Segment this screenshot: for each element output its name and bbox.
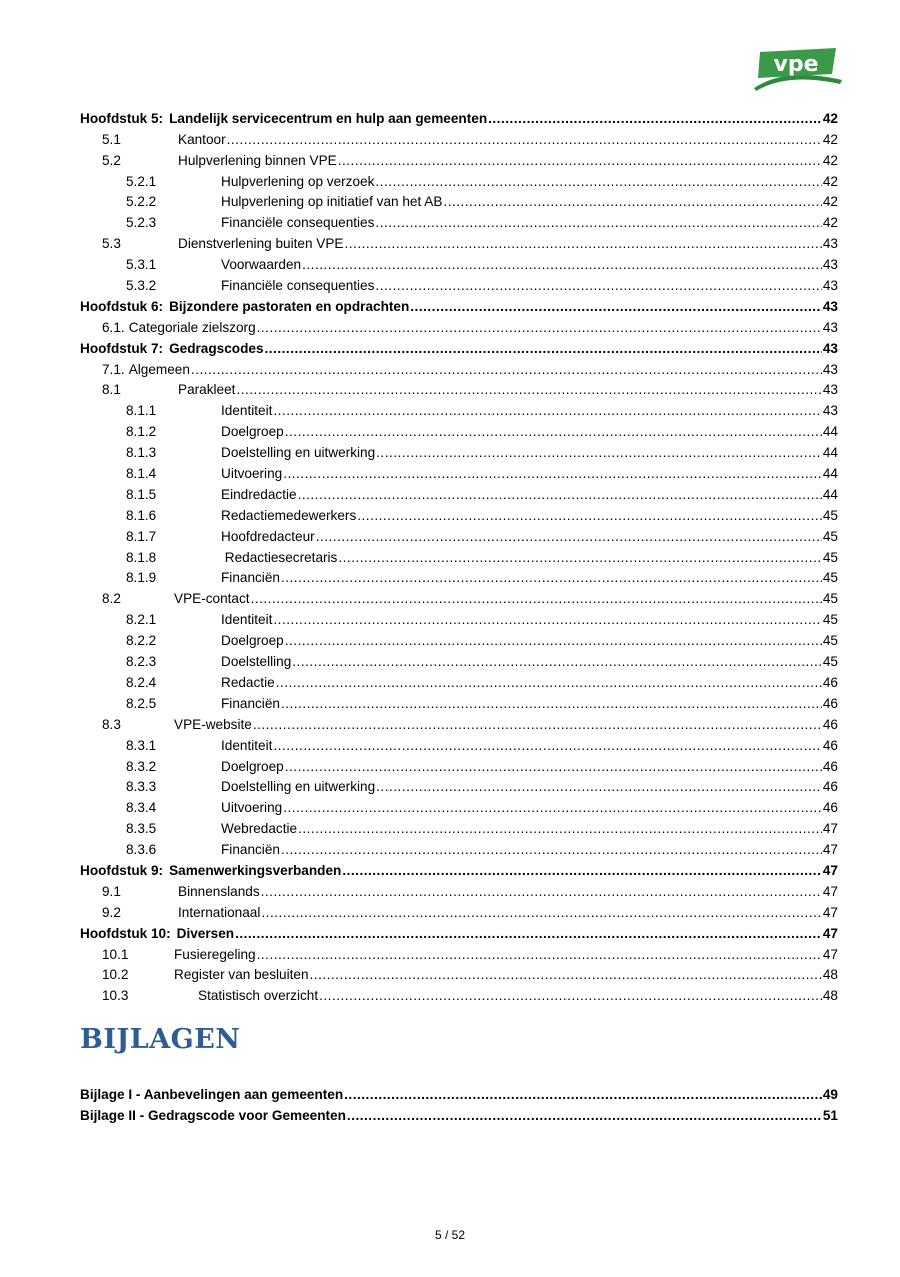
toc-leader-dots — [319, 987, 822, 1004]
toc-entry-title: Doelgroep — [221, 633, 284, 649]
toc-entry-title: Parakleet — [178, 382, 236, 398]
toc-entry[interactable] — [80, 942, 838, 963]
toc-entry-page: 45 — [822, 528, 838, 544]
toc-leader-dots — [261, 883, 822, 900]
toc-entry[interactable] — [80, 482, 838, 503]
toc-entry[interactable] — [80, 545, 838, 566]
toc-entry[interactable] — [80, 294, 838, 315]
toc-leader-dots — [265, 340, 822, 357]
toc-leader-dots — [273, 402, 821, 419]
toc-entry[interactable] — [80, 127, 838, 148]
toc-entry-number: 8.2.4 — [126, 674, 157, 690]
toc-entry-number: Hoofdstuk 7: — [80, 340, 164, 356]
toc-entry[interactable] — [80, 586, 838, 607]
toc-leader-dots — [488, 110, 822, 127]
toc-entry[interactable] — [80, 419, 838, 440]
toc-entry-page: 46 — [822, 695, 838, 711]
toc-entry-number: 8.3.1 — [126, 737, 157, 753]
toc-leader-dots — [338, 152, 822, 169]
toc-entry-title: VPE-contact — [174, 591, 250, 607]
toc-entry[interactable] — [80, 858, 838, 879]
toc-leader-dots — [236, 381, 821, 398]
toc-entry[interactable] — [80, 336, 838, 357]
toc-leader-dots — [376, 444, 822, 461]
toc-entry-page: 44 — [822, 466, 838, 482]
bijlage-entry[interactable] — [80, 1082, 838, 1103]
toc-entry-number: 8.2.5 — [126, 695, 157, 711]
toc-entry[interactable] — [80, 461, 838, 482]
toc-leader-dots — [257, 946, 822, 963]
toc-entry-title: Identiteit — [221, 403, 273, 419]
toc-entry-number: 5.2.1 — [126, 173, 157, 189]
toc-leader-dots — [375, 214, 821, 231]
toc-leader-dots — [357, 507, 822, 524]
toc-entry-number: Hoofdstuk 5: — [80, 110, 164, 126]
toc-entry-title: Identiteit — [221, 612, 273, 628]
toc-entry-page: 42 — [822, 173, 838, 189]
toc-entry-number: 8.2.3 — [126, 654, 157, 670]
toc-entry-page: 47 — [822, 842, 838, 858]
toc-entry-number: 5.3.1 — [126, 257, 157, 273]
toc-leader-dots — [298, 486, 822, 503]
toc-leader-dots — [253, 716, 822, 733]
toc-entry-page: 46 — [822, 779, 838, 795]
toc-leader-dots — [347, 1107, 822, 1124]
toc-leader-dots — [276, 674, 822, 691]
toc-leader-dots — [375, 173, 821, 190]
toc-entry[interactable] — [80, 106, 838, 127]
toc-entry[interactable] — [80, 357, 838, 378]
toc-entry-number: 8.3.3 — [126, 779, 157, 795]
toc-entry-title: Financiële consequenties — [221, 278, 375, 294]
toc-entry[interactable] — [80, 628, 838, 649]
bijlagen-heading: BIJLAGEN — [80, 1024, 241, 1055]
toc-leader-dots — [235, 925, 822, 942]
toc-entry-page: 45 — [822, 570, 838, 586]
bijlage-entry-page: 51 — [822, 1107, 838, 1123]
toc-entry-number: 8.2 — [102, 591, 121, 607]
toc-entry-title: Hulpverlening op verzoek — [221, 173, 375, 189]
toc-entry[interactable] — [80, 190, 838, 211]
toc-entry-number: 5.2.3 — [126, 215, 157, 231]
toc-entry-title: Doelgroep — [221, 758, 284, 774]
toc-entry-page: 42 — [822, 110, 838, 126]
toc-leader-dots — [281, 841, 822, 858]
toc-entry-title: Financiën — [221, 842, 280, 858]
toc-entry-number: 10.2 — [102, 967, 129, 983]
toc-entry-number: 8.3.2 — [126, 758, 157, 774]
toc-entry-number: Hoofdstuk 9: — [80, 862, 164, 878]
logo-text: vpe — [773, 52, 819, 77]
toc-entry[interactable] — [80, 566, 838, 587]
toc-entry[interactable] — [80, 963, 838, 984]
toc-leader-dots — [298, 820, 822, 837]
toc-entry-number: 8.1.3 — [126, 445, 157, 461]
toc-entry-number: 8.1.9 — [126, 570, 157, 586]
toc-entry-page: 46 — [822, 800, 838, 816]
toc-entry-page: 42 — [822, 131, 838, 147]
toc-entry[interactable] — [80, 900, 838, 921]
toc-entry[interactable] — [80, 273, 838, 294]
toc-entry-title: Kantoor — [178, 131, 226, 147]
toc-entry-title: VPE-website — [174, 716, 252, 732]
toc-entry-title: Samenwerkingsverbanden — [169, 862, 342, 878]
toc-entry[interactable] — [80, 524, 838, 545]
toc-entry-page: 45 — [822, 507, 838, 523]
toc-entry[interactable] — [80, 148, 838, 169]
toc-entry-number: 8.1 — [102, 382, 121, 398]
toc-entry-title: Identiteit — [221, 737, 273, 753]
toc-entry-title: Bijzondere pastoraten en opdrachten — [169, 298, 410, 314]
toc-entry-title: Dienstverlening buiten VPE — [178, 236, 344, 252]
toc-leader-dots — [375, 277, 821, 294]
toc-entry-title: Financiën — [221, 570, 280, 586]
toc-entry-title: Uitvoering — [221, 800, 283, 816]
toc-entry-number: 10.3 — [102, 988, 129, 1004]
toc-entry[interactable] — [80, 754, 838, 775]
toc-entry-number: 5.3 — [102, 236, 121, 252]
toc-entry-title: Voorwaarden — [221, 257, 302, 273]
toc-leader-dots — [410, 298, 822, 315]
toc-entry-title: Fusieregeling — [174, 946, 256, 962]
toc-entry-page: 45 — [822, 633, 838, 649]
bijlage-entry-title: Bijlage I - Aanbevelingen aan gemeenten — [80, 1086, 344, 1102]
toc-entry-title: Financiële consequenties — [221, 215, 375, 231]
toc-entry-page: 42 — [822, 215, 838, 231]
toc-entry-title: Algemeen — [128, 361, 190, 377]
toc-entry-number: Hoofdstuk 6: — [80, 298, 164, 314]
toc-entry-title: Doelstelling en uitwerking — [221, 445, 376, 461]
toc-leader-dots — [345, 235, 822, 252]
toc-leader-dots — [316, 528, 822, 545]
toc-entry-page: 43 — [822, 257, 838, 273]
toc-entry-title: Gedragscodes — [169, 340, 264, 356]
bijlage-entry-page: 49 — [822, 1086, 838, 1102]
toc-entry[interactable] — [80, 879, 838, 900]
toc-entry-page: 42 — [822, 194, 838, 210]
table-of-contents — [80, 106, 838, 1004]
toc-entry-page: 47 — [822, 862, 838, 878]
toc-entry-title: Internationaal — [178, 904, 261, 920]
toc-entry[interactable] — [80, 733, 838, 754]
bijlage-entry-title: Bijlage II - Gedragscode voor Gemeenten — [80, 1107, 346, 1123]
toc-entry-number: 5.2.2 — [126, 194, 157, 210]
toc-entry-page: 42 — [822, 152, 838, 168]
toc-entry-page: 44 — [822, 445, 838, 461]
toc-entry-number: 8.1.7 — [126, 528, 157, 544]
toc-entry-page: 43 — [822, 403, 838, 419]
toc-entry-page: 47 — [822, 925, 838, 941]
toc-entry-number: 8.3.6 — [126, 842, 157, 858]
toc-entry-number: 8.1.6 — [126, 507, 157, 523]
toc-entry-title: Financiën — [221, 695, 280, 711]
toc-entry-title: Webredactie — [221, 821, 298, 837]
toc-entry-title: Doelstelling — [221, 654, 292, 670]
toc-leader-dots — [443, 193, 821, 210]
toc-leader-dots — [227, 131, 822, 148]
toc-entry-number: Hoofdstuk 10: — [80, 925, 171, 941]
toc-entry-page: 43 — [822, 298, 838, 314]
toc-entry-title: Landelijk servicecentrum en hulp aan gemeenten — [169, 110, 488, 126]
toc-leader-dots — [285, 423, 822, 440]
toc-entry-page: 46 — [822, 737, 838, 753]
toc-entry-title: Statistisch overzicht — [198, 988, 319, 1004]
toc-entry-number: 8.3 — [102, 716, 121, 732]
toc-entry-number: 9.2 — [102, 904, 121, 920]
toc-entry-page: 45 — [822, 654, 838, 670]
toc-entry[interactable] — [80, 795, 838, 816]
toc-leader-dots — [292, 653, 822, 670]
toc-entry-number: 7.1. — [102, 361, 125, 377]
toc-leader-dots — [342, 862, 822, 879]
toc-leader-dots — [285, 758, 822, 775]
toc-entry-number: 9.1 — [102, 883, 121, 899]
toc-entry-title: Register van besluiten — [174, 967, 309, 983]
toc-leader-dots — [261, 904, 821, 921]
toc-entry-number: 8.1.5 — [126, 486, 157, 502]
toc-entry[interactable] — [80, 712, 838, 733]
toc-entry-page: 46 — [822, 716, 838, 732]
toc-leader-dots — [376, 778, 822, 795]
toc-entry-page: 47 — [822, 904, 838, 920]
toc-entry[interactable] — [80, 837, 838, 858]
toc-entry[interactable] — [80, 315, 838, 336]
toc-entry-title: Redactiesecretaris — [221, 549, 338, 565]
toc-leader-dots — [310, 966, 822, 983]
toc-entry[interactable] — [80, 670, 838, 691]
toc-entry-page: 46 — [822, 674, 838, 690]
bijlage-entry[interactable] — [80, 1103, 838, 1124]
toc-entry[interactable] — [80, 691, 838, 712]
toc-entry-number: 6.1. — [102, 319, 125, 335]
toc-entry-number: 5.3.2 — [126, 278, 157, 294]
toc-leader-dots — [281, 695, 822, 712]
toc-leader-dots — [283, 799, 822, 816]
toc-entry-page: 45 — [822, 549, 838, 565]
page-number: 5 / 52 — [434, 1228, 466, 1242]
toc-leader-dots — [257, 319, 822, 336]
toc-leader-dots — [273, 737, 821, 754]
toc-leader-dots — [273, 611, 821, 628]
toc-entry[interactable] — [80, 921, 838, 942]
toc-entry-page: 47 — [822, 821, 838, 837]
toc-entry[interactable] — [80, 210, 838, 231]
toc-entry[interactable] — [80, 440, 838, 461]
toc-entry-title: Binnenslands — [178, 883, 260, 899]
toc-entry-title: Hulpverlening binnen VPE — [178, 152, 337, 168]
toc-entry-title: Diversen — [176, 925, 235, 941]
toc-entry-title: Eindredactie — [221, 486, 297, 502]
toc-entry[interactable] — [80, 607, 838, 628]
toc-entry-page: 47 — [822, 946, 838, 962]
toc-entry-page: 43 — [822, 361, 838, 377]
toc-entry-page: 43 — [822, 382, 838, 398]
toc-leader-dots — [344, 1086, 822, 1103]
vpe-logo — [752, 44, 844, 92]
toc-entry-page: 45 — [822, 612, 838, 628]
toc-entry-page: 44 — [822, 424, 838, 440]
toc-leader-dots — [191, 361, 822, 378]
toc-entry[interactable] — [80, 816, 838, 837]
toc-entry-number: 8.1.1 — [126, 403, 157, 419]
toc-leader-dots — [302, 256, 822, 273]
toc-entry-page: 45 — [822, 591, 838, 607]
toc-leader-dots — [285, 632, 822, 649]
toc-entry[interactable] — [80, 775, 838, 796]
toc-leader-dots — [283, 465, 822, 482]
toc-entry-title: Redactiemedewerkers — [221, 507, 357, 523]
toc-entry-page: 47 — [822, 883, 838, 899]
toc-leader-dots — [251, 590, 822, 607]
toc-leader-dots — [338, 549, 822, 566]
toc-entry-page: 48 — [822, 988, 838, 1004]
toc-entry-number: 10.1 — [102, 946, 129, 962]
toc-entry-title: Hulpverlening op initiatief van het AB — [221, 194, 443, 210]
toc-entry-title: Doelgroep — [221, 424, 284, 440]
toc-entry-page: 43 — [822, 319, 838, 335]
toc-entry-number: 5.2 — [102, 152, 121, 168]
toc-entry-title: Categoriale zielszorg — [128, 319, 256, 335]
toc-entry[interactable] — [80, 378, 838, 399]
toc-entry-number: 8.1.2 — [126, 424, 157, 440]
toc-entry-title: Uitvoering — [221, 466, 283, 482]
toc-entry-page: 43 — [822, 278, 838, 294]
toc-entry[interactable] — [80, 983, 838, 1004]
toc-entry-page: 44 — [822, 486, 838, 502]
toc-entry[interactable] — [80, 649, 838, 670]
toc-entry-title: Redactie — [221, 674, 275, 690]
toc-entry-title: Doelstelling en uitwerking — [221, 779, 376, 795]
toc-entry[interactable] — [80, 252, 838, 273]
toc-leader-dots — [281, 569, 822, 586]
bijlagen-list — [80, 1082, 838, 1124]
toc-entry-number: 8.2.2 — [126, 633, 157, 649]
toc-entry-number: 5.1 — [102, 131, 121, 147]
toc-entry-title: Hoofdredacteur — [221, 528, 315, 544]
toc-entry-number: 8.1.8 — [126, 549, 157, 565]
toc-entry[interactable] — [80, 169, 838, 190]
toc-entry-page: 43 — [822, 340, 838, 356]
toc-entry-number: 8.1.4 — [126, 466, 157, 482]
toc-entry-page: 48 — [822, 967, 838, 983]
toc-entry-number: 8.3.4 — [126, 800, 157, 816]
toc-entry-number: 8.3.5 — [126, 821, 157, 837]
toc-entry-page: 43 — [822, 236, 838, 252]
toc-entry-number: 8.2.1 — [126, 612, 157, 628]
toc-entry[interactable] — [80, 398, 838, 419]
toc-entry[interactable] — [80, 503, 838, 524]
toc-entry[interactable] — [80, 231, 838, 252]
toc-entry-page: 46 — [822, 758, 838, 774]
